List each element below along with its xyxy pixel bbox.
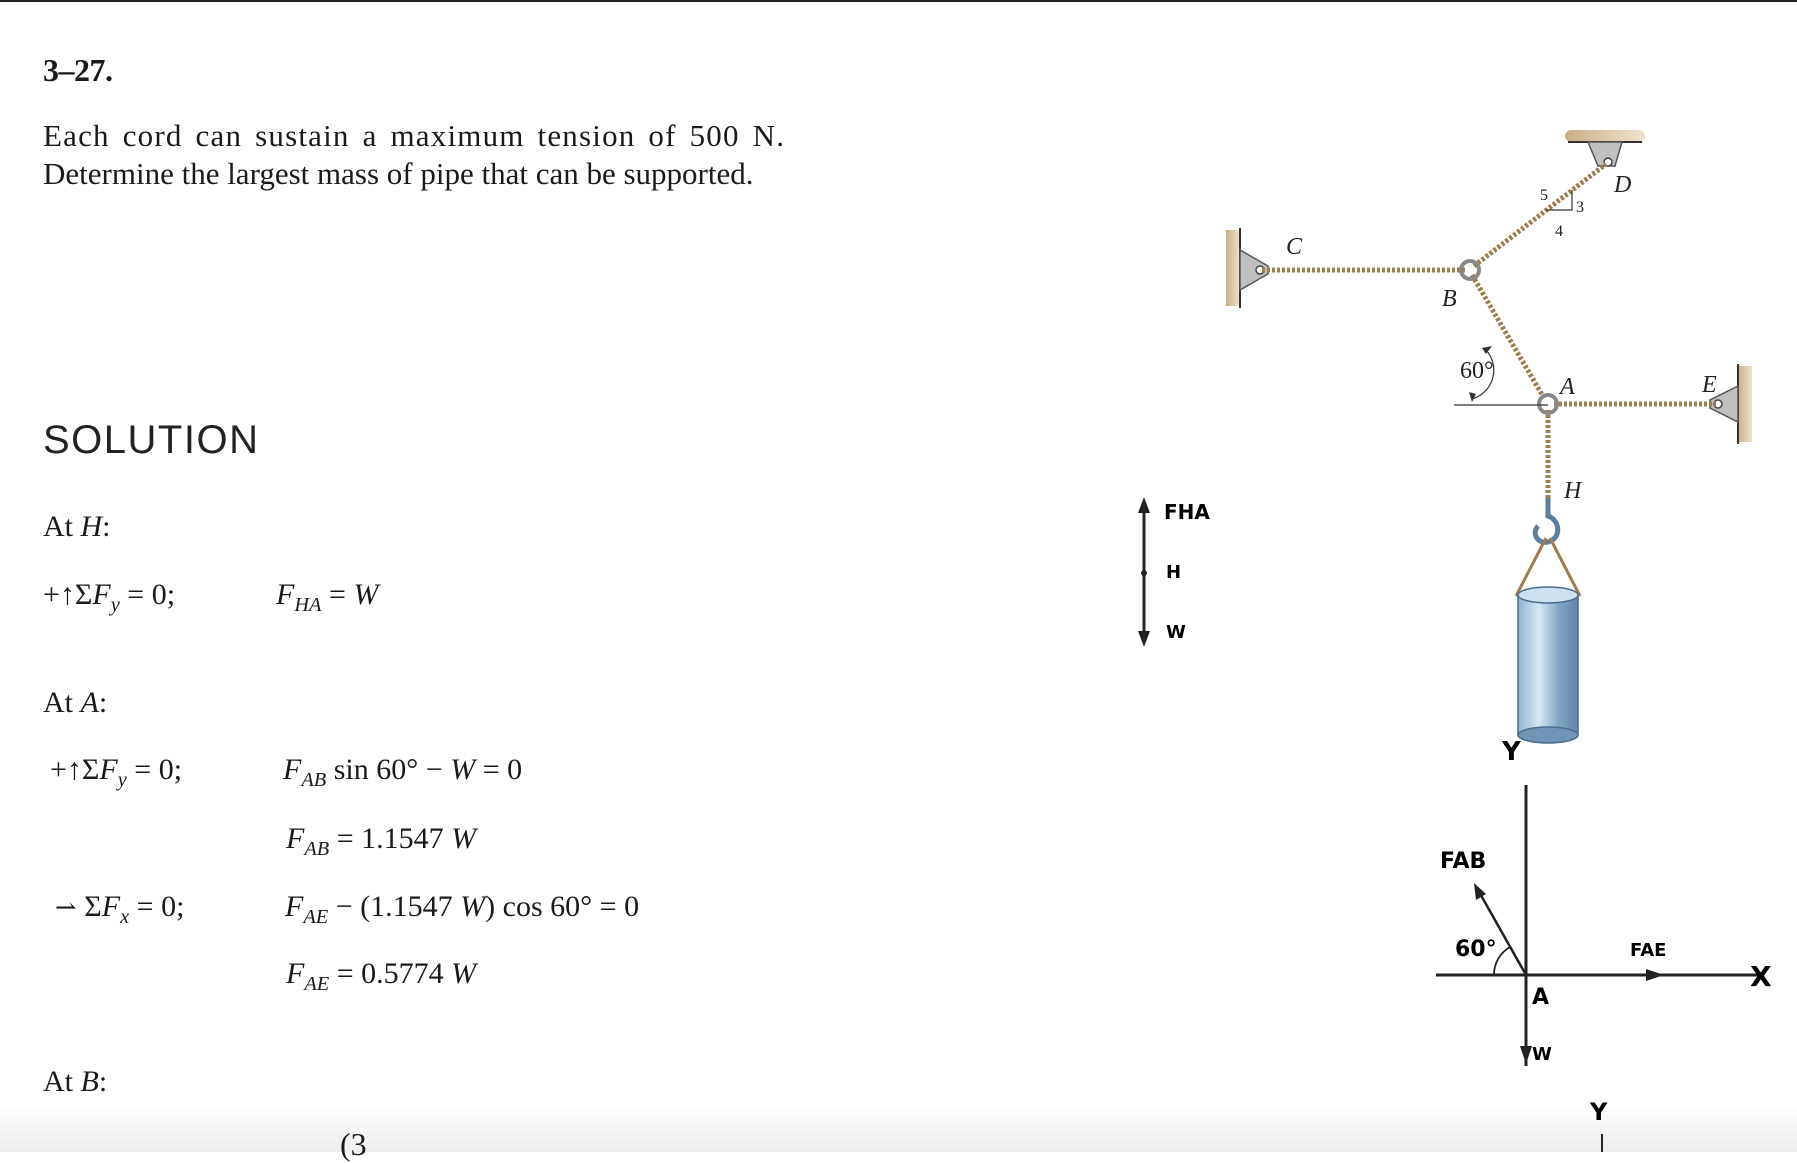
label-e: E xyxy=(1702,372,1717,398)
fbd-a-label-a: A xyxy=(1532,985,1550,1010)
wall-e xyxy=(1738,366,1752,442)
label-at-b: At B: xyxy=(43,1065,108,1098)
fbd-a-fab-arrow xyxy=(1474,883,1486,900)
label-a: A xyxy=(1560,374,1575,400)
eq-a1: $F_{AB}$ sin 60° − W = 0 xyxy=(283,753,523,792)
fbd-a-label-w: W xyxy=(1532,1044,1552,1065)
fbd-a xyxy=(1420,740,1797,1152)
label-c: C xyxy=(1286,234,1303,260)
problem-statement-line1: Each cord can sustain a maximum tension of 500 N. xyxy=(43,118,786,153)
partial-next-line: (3 xyxy=(340,1126,367,1162)
eq-h-result: $F_{HA} = W$ xyxy=(276,578,379,617)
fbd-h-arrow-up xyxy=(1138,497,1150,513)
next-fbd-label-y: Y xyxy=(1590,1098,1608,1126)
fbd-a-label-angle: 60° xyxy=(1455,937,1497,962)
eq-h-condition: $+↑\Sigma F_y = 0$; xyxy=(43,578,176,617)
cord-bd xyxy=(1474,164,1606,266)
ceiling-d xyxy=(1565,130,1645,142)
hook-h xyxy=(1535,498,1558,542)
eq-a3: $F_{AE} - (1.1547$ W) cos 60° = 0 xyxy=(285,890,640,929)
label-h: H xyxy=(1564,478,1582,504)
fbd-h-arrow-down xyxy=(1138,631,1150,647)
fbd-h xyxy=(1130,495,1240,655)
label-slope-5: 5 xyxy=(1540,187,1548,204)
fbd-h-label-h: H xyxy=(1166,562,1182,583)
eq-a4: $F_{AE} = 0.5774$ W xyxy=(286,957,477,996)
fbd-a-label-x: X xyxy=(1750,960,1772,993)
fbd-a-label-fae: FAE xyxy=(1630,940,1667,961)
problem-statement-line2: Determine the largest mass of pipe that can be supported. xyxy=(43,156,754,191)
label-slope-3: 3 xyxy=(1576,199,1584,216)
fbd-a-fab-line xyxy=(1478,890,1526,975)
fbd-h-label-w: W xyxy=(1166,622,1186,643)
fbd-a-fae-arrow xyxy=(1646,969,1664,981)
label-d: D xyxy=(1614,172,1632,198)
label-b: B xyxy=(1442,286,1457,312)
solution-heading: SOLUTION xyxy=(43,418,260,462)
eq-a1-condition: $+↑\Sigma F_y = 0$; xyxy=(50,753,183,792)
eq-a2: $F_{AB} = 1.1547$ W xyxy=(286,822,477,861)
top-border xyxy=(0,0,1797,2)
cord-system-figure xyxy=(1210,120,1770,760)
fbd-h-label-fha: FHA xyxy=(1164,500,1210,524)
problem-number: 3–27. xyxy=(43,52,113,88)
fbd-a-label-fab: FAB xyxy=(1440,849,1487,874)
label-at-a: At A: xyxy=(43,686,108,719)
fbd-a-w-arrow xyxy=(1520,1046,1532,1064)
eq-a3-condition: ⇀ $\Sigma F_x = 0$; xyxy=(55,890,185,929)
fbd-a-label-y: Y xyxy=(1502,740,1521,767)
wall-c xyxy=(1226,230,1240,306)
label-slope-4: 4 xyxy=(1555,223,1563,240)
label-angle-60: 60° xyxy=(1460,358,1494,384)
label-at-h: At H: xyxy=(43,510,111,543)
pipe xyxy=(1518,595,1578,735)
